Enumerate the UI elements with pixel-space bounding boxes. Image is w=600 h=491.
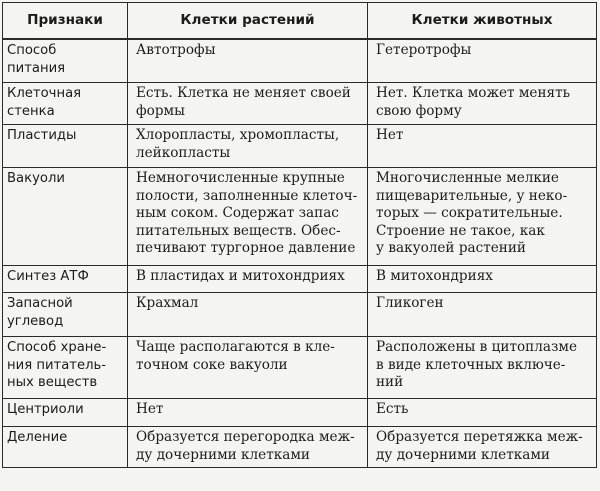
animal-cell: В митохондриях <box>368 266 597 293</box>
feature-cell: Клеточная стенка <box>3 83 128 125</box>
table-row <box>3 337 597 399</box>
animal-cell: Многочисленные мелкие пищеварительные, у неко- торых — сократительные. Строение не такое, как у вакуолей растений <box>368 168 597 266</box>
plant-cell: Есть. Клетка не меняет своей формы <box>128 83 368 125</box>
header-animal-cells: Клетки животных <box>368 3 597 40</box>
plant-cell: Нет <box>128 399 368 427</box>
plant-cell: Автотрофы <box>128 39 368 83</box>
plant-cell: Чаще располагаются в кле- точном соке вакуоли <box>128 337 368 399</box>
plant-cell: Образуется перегородка меж- ду дочерними клетками <box>128 427 368 468</box>
feature-cell: Синтез АТФ <box>3 266 128 293</box>
animal-cell: Нет <box>368 125 597 168</box>
plant-cell: Хлоропласты, хромопласты, лейкопласты <box>128 125 368 168</box>
table-row <box>3 293 597 337</box>
plant-cell: Крахмал <box>128 293 368 337</box>
table-row <box>3 125 597 168</box>
animal-cell: Нет. Клетка может менять свою форму <box>368 83 597 125</box>
feature-cell: Центриоли <box>3 399 128 427</box>
animal-cell: Гликоген <box>368 293 597 337</box>
feature-cell: Пластиды <box>3 125 128 168</box>
header-feature: Признаки <box>3 3 128 40</box>
comparison-table-wrapper <box>2 2 597 468</box>
table-header-row <box>3 3 597 40</box>
table-row <box>3 427 597 468</box>
animal-cell: Есть <box>368 399 597 427</box>
animal-cell: Образуется перетяжка меж- ду дочерними клетками <box>368 427 597 468</box>
plant-cell: В пластидах и митохондриях <box>128 266 368 293</box>
table-row <box>3 168 597 266</box>
feature-cell: Способ хране- ния питатель- ных веществ <box>3 337 128 399</box>
table-row <box>3 83 597 125</box>
feature-cell: Запасной углевод <box>3 293 128 337</box>
feature-cell: Деление <box>3 427 128 468</box>
plant-cell: Немногочисленные крупные полости, заполненные клеточ- ным соком. Содержат запас питательных веществ. Обес- печивают тургорное давление <box>128 168 368 266</box>
table-row <box>3 266 597 293</box>
table-row <box>3 39 597 83</box>
header-plant-cells: Клетки растений <box>128 3 368 40</box>
plant-animal-cell-comparison-table <box>2 2 597 468</box>
feature-cell: Вакуоли <box>3 168 128 266</box>
table-row <box>3 399 597 427</box>
animal-cell: Расположены в цитоплазме в виде клеточных включе- ний <box>368 337 597 399</box>
feature-cell: Способ питания <box>3 39 128 83</box>
animal-cell: Гетеротрофы <box>368 39 597 83</box>
